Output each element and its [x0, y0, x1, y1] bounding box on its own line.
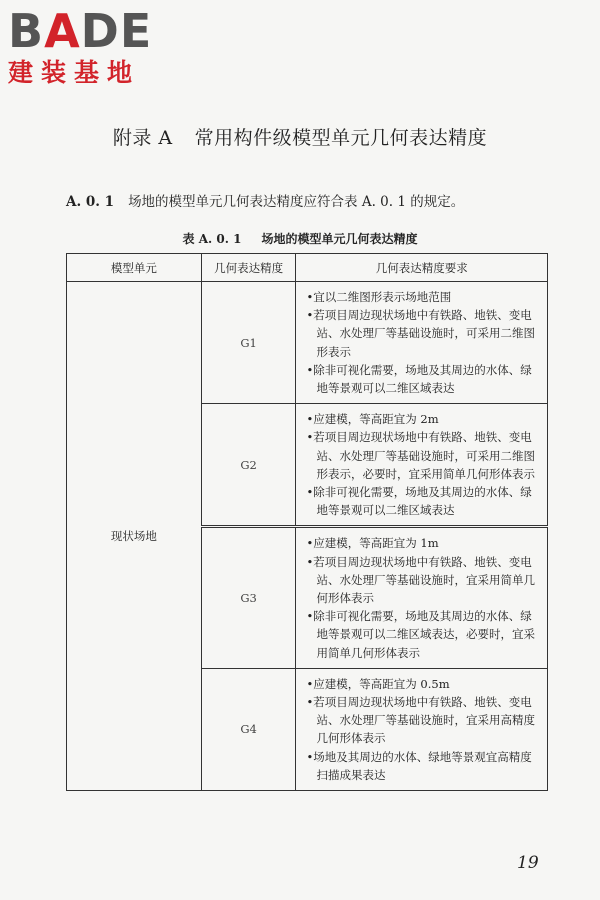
page-number: 19 [517, 853, 539, 873]
requirement-item: •若项目周边现状场地中有铁路、地铁、变电站、水处理厂等基础设施时，宜采用简单几何形体表示 [306, 554, 535, 606]
table-caption [0, 230, 600, 247]
requirement-item: •若项目周边现状场地中有铁路、地铁、变电站、水处理厂等基础设施时，可采用二维图形表示 [306, 308, 535, 359]
requirement-item: •应建模，等高距宜为 0.5m [306, 676, 450, 691]
logo-letter-a: A [44, 4, 81, 58]
requirements-cell [296, 668, 548, 790]
table-caption-title: 场地的模型单元几何表达精度 [261, 232, 418, 246]
grade-cell: G4 [201, 668, 296, 790]
logo-letters-de: DE [80, 4, 153, 58]
appendix-heading: 常用构件级模型单元几何表达精度 [194, 127, 488, 149]
grade-cell: G3 [201, 527, 296, 668]
appendix-title [0, 123, 600, 150]
clause-text: 场地的模型单元几何表达精度应符合表 A. 0. 1 的规定。 [128, 194, 465, 210]
requirement-item: •应建模，等高距宜为 2m [306, 412, 439, 427]
logo-wordmark [8, 6, 178, 56]
logo [8, 6, 178, 88]
requirement-item: •若项目周边现状场地中有铁路、地铁、变电站、水处理厂等基础设施时，可采用二维图形表示，必要时，宜采用简单几何形体表示 [306, 430, 535, 481]
requirement-item: •宜以二维图形表示场地范围 [306, 290, 452, 304]
grade-cell: G1 [201, 282, 296, 404]
model-unit-cell: 现状场地 [67, 282, 202, 791]
requirement-item: •除非可视化需要，场地及其周边的水体、绿地等景观可以二维区域表达，必要时，宜采用简单几何形体表示 [306, 609, 535, 660]
precision-table [66, 253, 548, 791]
clause-paragraph [66, 190, 464, 210]
table-row [67, 282, 548, 404]
header-model-unit: 模型单元 [67, 254, 202, 282]
requirement-item: •应建模，等高距宜为 1m [306, 536, 439, 551]
clause-number: A. 0. 1 [66, 194, 115, 210]
logo-subtitle: 建装基地 [8, 58, 141, 87]
header-grade: 几何表达精度 [201, 254, 296, 282]
grade-cell: G2 [201, 404, 296, 527]
table-header-row [67, 254, 548, 282]
appendix-label: 附录 A [112, 127, 173, 149]
requirement-item: •场地及其周边的水体、绿地等景观宜高精度扫描成果表达 [306, 749, 532, 782]
requirement-item: •除非可视化需要，场地及其周边的水体、绿地等景观可以二维区域表达 [306, 362, 532, 396]
requirement-item: •若项目周边现状场地中有铁路、地铁、变电站、水处理厂等基础设施时，宜采用高精度几何形体表示 [306, 695, 535, 746]
requirements-cell [296, 404, 548, 527]
header-requirements: 几何表达精度要求 [296, 254, 548, 282]
requirements-cell [296, 282, 548, 404]
requirement-item: •除非可视化需要，场地及其周边的水体、绿地等景观可以二维区域表达 [306, 485, 532, 518]
table-caption-number: 表 A. 0. 1 [182, 232, 242, 246]
logo-letter-b: B [8, 4, 45, 58]
requirements-cell [296, 527, 548, 668]
